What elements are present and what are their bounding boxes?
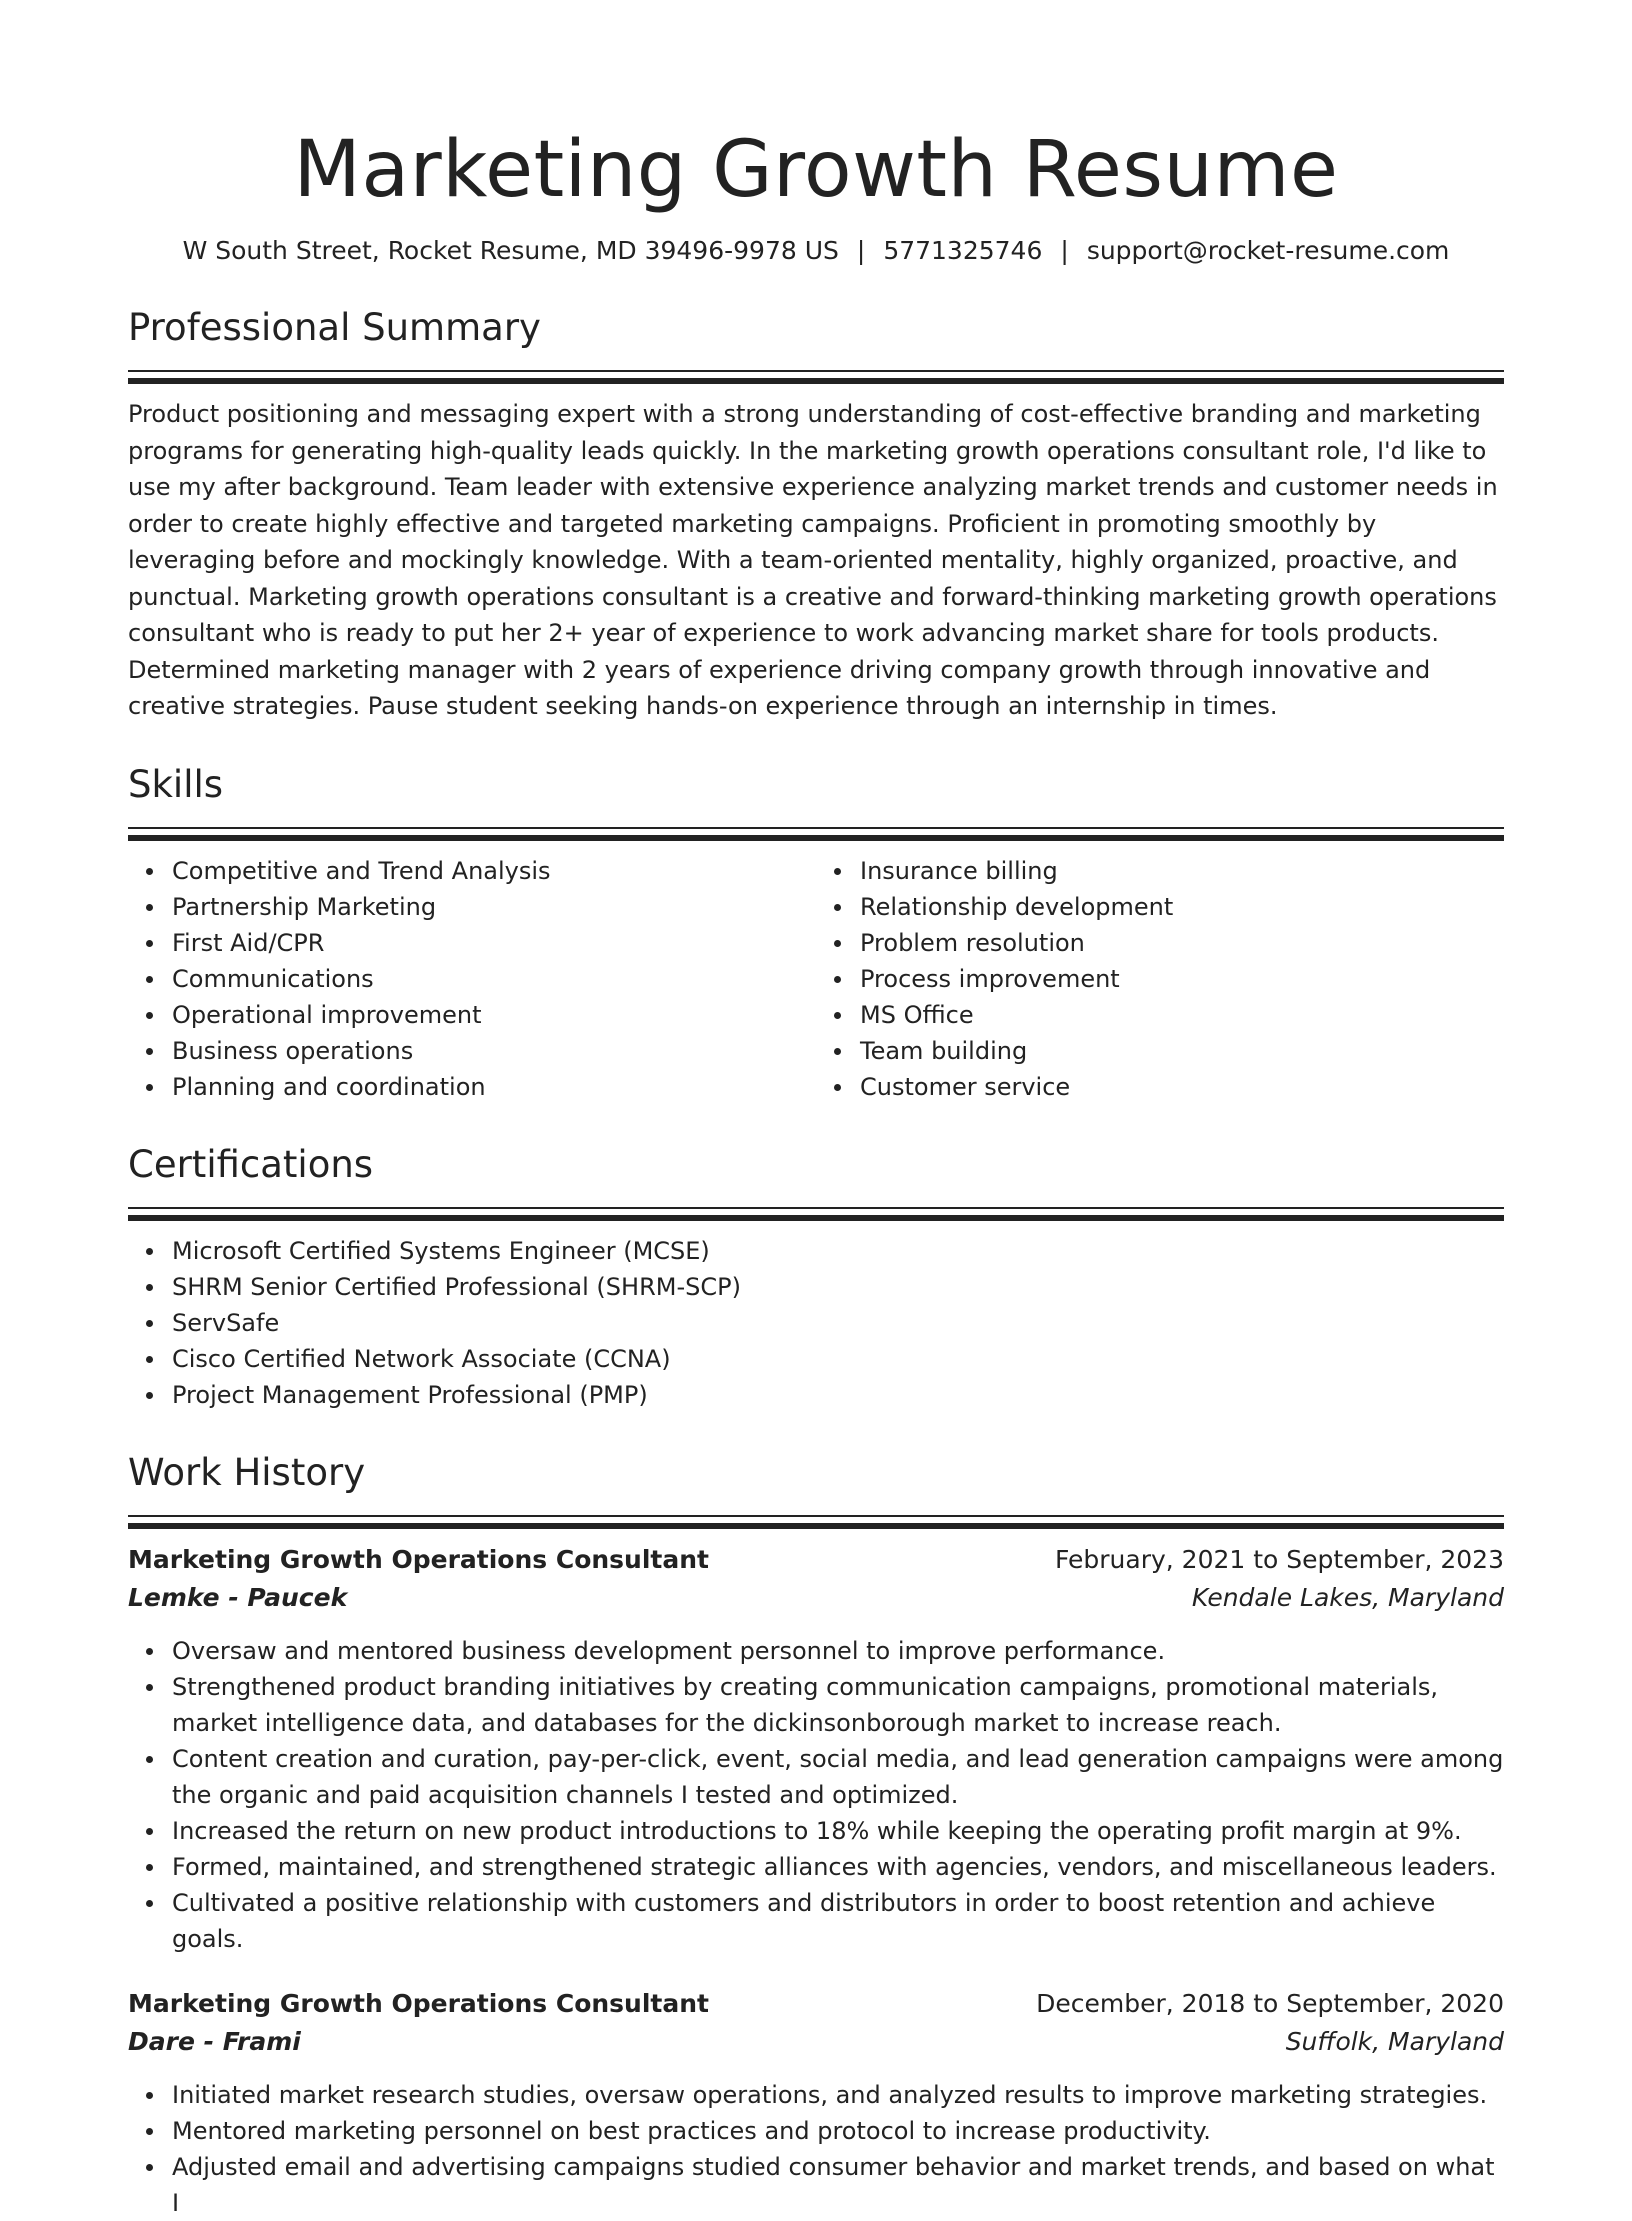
summary-heading: Professional Summary xyxy=(128,306,541,349)
skill-item: Planning and coordination xyxy=(172,1069,816,1105)
job-bullet: Initiated market research studies, oversaw operations, and analyzed results to improve marketing strategies. xyxy=(172,2077,1504,2113)
skill-item: Relationship development xyxy=(860,889,1504,925)
certification-item: Project Management Professional (PMP) xyxy=(172,1377,1504,1413)
certification-item: ServSafe xyxy=(172,1305,1504,1341)
job-dates: December, 2018 to September, 2020 xyxy=(1036,1988,1504,2018)
section-divider xyxy=(128,370,1504,372)
job-bullet: Formed, maintained, and strengthened strategic alliances with agencies, vendors, and miscellaneous leaders. xyxy=(172,1849,1504,1885)
skill-item: Competitive and Trend Analysis xyxy=(172,853,816,889)
contact-separator: | xyxy=(1060,236,1069,265)
skill-item: Partnership Marketing xyxy=(172,889,816,925)
job-title: Marketing Growth Operations Consultant xyxy=(128,1988,709,2018)
job-bullet: Adjusted email and advertising campaigns studied consumer behavior and market trends, and based on what I xyxy=(172,2149,1504,2221)
job-bullet: Oversaw and mentored business development personnel to improve performance. xyxy=(172,1633,1504,1669)
job-dates: February, 2021 to September, 2023 xyxy=(1055,1544,1504,1574)
skill-item: Business operations xyxy=(172,1033,816,1069)
skills-section xyxy=(128,761,1504,1105)
job-bullet: Content creation and curation, pay-per-click, event, social media, and lead generation campaigns were among the organic and paid acquisition channels I tested and optimized. xyxy=(172,1741,1504,1813)
skill-item: Customer service xyxy=(860,1069,1504,1105)
certifications-section xyxy=(128,1141,1504,1413)
skill-item: Process improvement xyxy=(860,961,1504,997)
skill-item: MS Office xyxy=(860,997,1504,1033)
job-bullet: Mentored marketing personnel on best practices and protocol to increase productivity. xyxy=(172,2113,1504,2149)
job-company: Dare - Frami xyxy=(128,2026,301,2056)
skill-item: Communications xyxy=(172,961,816,997)
contact-line xyxy=(128,234,1504,268)
job-bullet: Cultivated a positive relationship with customers and distributors in order to boost retention and achieve goals. xyxy=(172,1885,1504,1957)
contact-email: support@rocket-resume.com xyxy=(1086,236,1450,265)
skills-column-right xyxy=(816,853,1504,1105)
job-title: Marketing Growth Operations Consultant xyxy=(128,1544,709,1574)
contact-phone: 5771325746 xyxy=(883,236,1043,265)
contact-address: W South Street, Rocket Resume, MD 39496-9978 US xyxy=(182,236,839,265)
summary-section xyxy=(128,304,1504,725)
skill-item: Operational improvement xyxy=(172,997,816,1033)
job-entry xyxy=(128,1541,1504,1957)
job-bullet: Increased the return on new product introductions to 18% while keeping the operating profit margin at 9%. xyxy=(172,1813,1504,1849)
skill-item: First Aid/CPR xyxy=(172,925,816,961)
certification-item: Microsoft Certified Systems Engineer (MCSE) xyxy=(172,1233,1504,1269)
job-company: Lemke - Paucek xyxy=(128,1582,348,1612)
skill-item: Team building xyxy=(860,1033,1504,1069)
section-divider xyxy=(128,1515,1504,1517)
certifications-heading: Certifications xyxy=(128,1142,374,1186)
skill-item: Problem resolution xyxy=(860,925,1504,961)
certification-item: SHRM Senior Certified Professional (SHRM-SCP) xyxy=(172,1269,1504,1305)
job-bullet: Strengthened product branding initiatives by creating communication campaigns, promotional materials, market intelligence data, and databases for the dickinsonborough market to increase reach. xyxy=(172,1669,1504,1741)
job-location: Kendale Lakes, Maryland xyxy=(1191,1582,1504,1612)
resume-title: Marketing Growth Resume xyxy=(293,125,1339,215)
work-history-section xyxy=(128,1449,1504,2221)
contact-separator: | xyxy=(856,236,866,265)
section-divider xyxy=(128,827,1504,829)
skills-heading: Skills xyxy=(128,762,224,806)
job-entry xyxy=(128,1985,1504,2221)
certification-item: Cisco Certified Network Associate (CCNA) xyxy=(172,1341,1504,1377)
job-location: Suffolk, Maryland xyxy=(1285,2026,1504,2056)
summary-text: Product positioning and messaging expert with a strong understanding of cost-effective branding and marketing programs for generating high-quality leads quickly. In the marketing growth operations consultant role, I'd like to use my after background. Team leader with extensive experience analyzing market trends and customer needs in order to create highly effective and targeted marketing campaigns. Proficient in promoting smoothly by leveraging before and mockingly knowledge. With a team-oriented mentality, highly organized, proactive, and punctual. Marketing growth operations consultant is a creative and forward-thinking marketing growth operations consultant who is ready to put her 2+ year of experience to work advancing market share for tools products. Determined marketing manager with 2 years of experience driving company growth through innovative and creative strategies. Pause student seeking hands-on experience through an internship in times. xyxy=(128,400,1498,720)
skill-item: Insurance billing xyxy=(860,853,1504,889)
skills-column-left xyxy=(128,853,816,1105)
work-history-heading: Work History xyxy=(128,1450,366,1494)
section-divider xyxy=(128,1207,1504,1209)
